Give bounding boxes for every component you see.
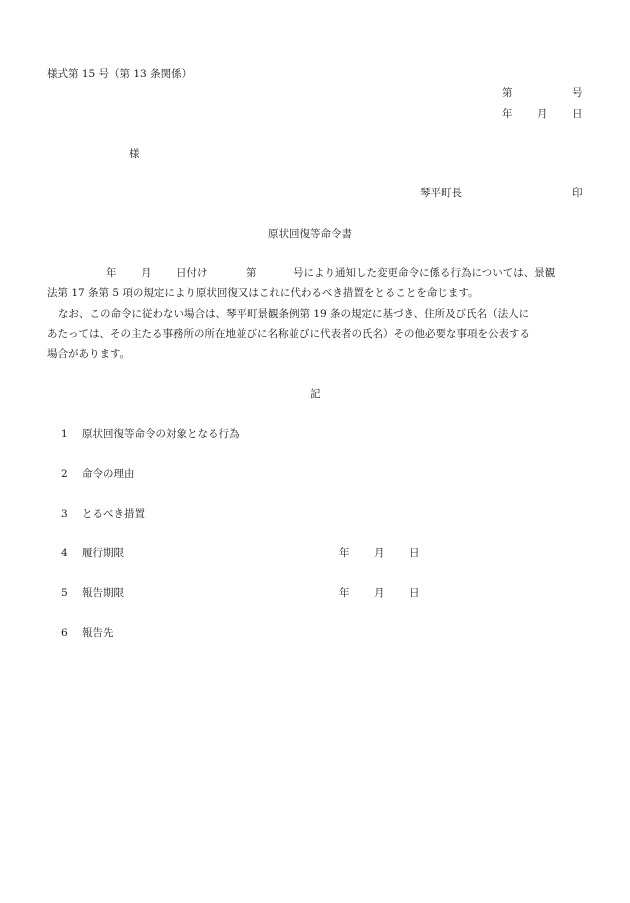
date-month: 月	[537, 108, 548, 120]
item-3-number: 3	[61, 508, 68, 520]
seal-mark: 印	[572, 187, 583, 199]
issuer-title: 琴平町長	[420, 187, 462, 199]
ki-heading: 記	[310, 388, 321, 400]
body-line-1: 号により通知した変更命令に係る行為については、景観	[293, 267, 556, 279]
item-6-label: 報告先	[82, 627, 114, 639]
item-3-label: とるべき措置	[82, 508, 145, 520]
body-line-3: なお、この命令に従わない場合は、琴平町景観条例第 19 条の規定に基づき、住所及び氏名（法人に	[58, 308, 530, 320]
date-year: 年	[502, 108, 513, 120]
item-6-number: 6	[61, 627, 68, 639]
item-5-month: 月	[374, 587, 385, 599]
item-5-day: 日	[409, 587, 420, 599]
body-line-4: あたっては、その主たる事務所の所在地並びに名称並びに代表者の氏名）その他必要な事項を公表する	[47, 328, 530, 340]
item-2-label: 命令の理由	[82, 468, 135, 480]
item-4-label: 履行期限	[82, 547, 124, 559]
body-line-5: 場合があります。	[47, 348, 131, 360]
body-year: 年	[106, 267, 117, 279]
body-number-prefix: 第	[246, 267, 257, 279]
body-month: 月	[141, 267, 152, 279]
form-number: 様式第 15 号（第 13 条関係）	[47, 68, 193, 80]
item-2-number: 2	[61, 468, 68, 480]
issue-number-suffix: 号	[572, 87, 583, 99]
addressee-suffix: 様	[129, 148, 140, 160]
item-5-label: 報告期限	[82, 587, 124, 599]
issue-number-prefix: 第	[502, 87, 513, 99]
date-day: 日	[572, 108, 583, 120]
item-1-label: 原状回復等命令の対象となる行為	[82, 428, 240, 440]
item-5-year: 年	[339, 587, 350, 599]
item-4-day: 日	[409, 547, 420, 559]
item-4-number: 4	[61, 547, 68, 559]
item-1-number: 1	[61, 428, 68, 440]
document-title: 原状回復等命令書	[268, 228, 352, 240]
body-date-suffix: 日付け	[176, 267, 208, 279]
body-line-2: 法第 17 条第 5 項の規定により原状回復又はこれに代わるべき措置をとることを命じます。	[47, 287, 479, 299]
item-5-number: 5	[61, 587, 68, 599]
item-4-year: 年	[339, 547, 350, 559]
item-4-month: 月	[374, 547, 385, 559]
